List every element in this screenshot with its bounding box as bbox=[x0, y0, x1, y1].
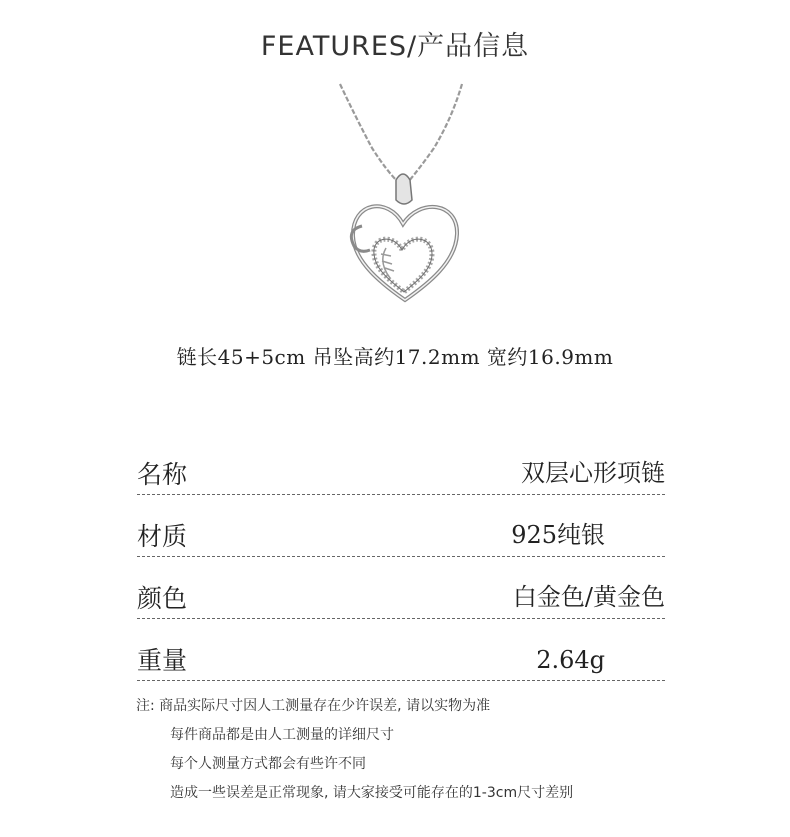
pendant-dimensions: 链长45+5cm 吊坠高约17.2mm 宽约16.9mm bbox=[176, 345, 614, 369]
pendant-bail bbox=[396, 174, 412, 204]
note-line: 造成一些误差是正常现象, 请大家接受可能存在的1-3cm尺寸差别 bbox=[170, 785, 574, 801]
spec-table bbox=[137, 450, 665, 698]
necklace-chain bbox=[408, 84, 462, 182]
spec-row-weight bbox=[137, 636, 665, 681]
spec-label: 材质 bbox=[137, 522, 188, 551]
spec-label: 名称 bbox=[137, 460, 188, 489]
spec-value: 2.64g bbox=[536, 646, 605, 674]
necklace-chain bbox=[340, 84, 398, 182]
spec-label: 颜色 bbox=[137, 584, 188, 613]
page-title: FEATURES/产品信息 bbox=[260, 31, 530, 62]
note-line: 每件商品都是由人工测量的详细尺寸 bbox=[170, 727, 394, 743]
spec-label: 重量 bbox=[137, 646, 188, 675]
spec-value: 白金色/黄金色 bbox=[512, 583, 665, 611]
spec-row-material bbox=[137, 512, 665, 557]
note-line: 注: 商品实际尺寸因人工测量存在少许误差, 请以实物为准 bbox=[136, 698, 491, 714]
measurement-notes bbox=[136, 692, 736, 808]
spec-row-name bbox=[137, 450, 665, 495]
necklace-product-image bbox=[0, 78, 790, 318]
spec-value: 925纯银 bbox=[511, 521, 605, 549]
spec-value: 双层心形项链 bbox=[521, 459, 665, 487]
spec-row-color bbox=[137, 574, 665, 619]
note-line: 每个人测量方式都会有些许不同 bbox=[170, 756, 366, 772]
